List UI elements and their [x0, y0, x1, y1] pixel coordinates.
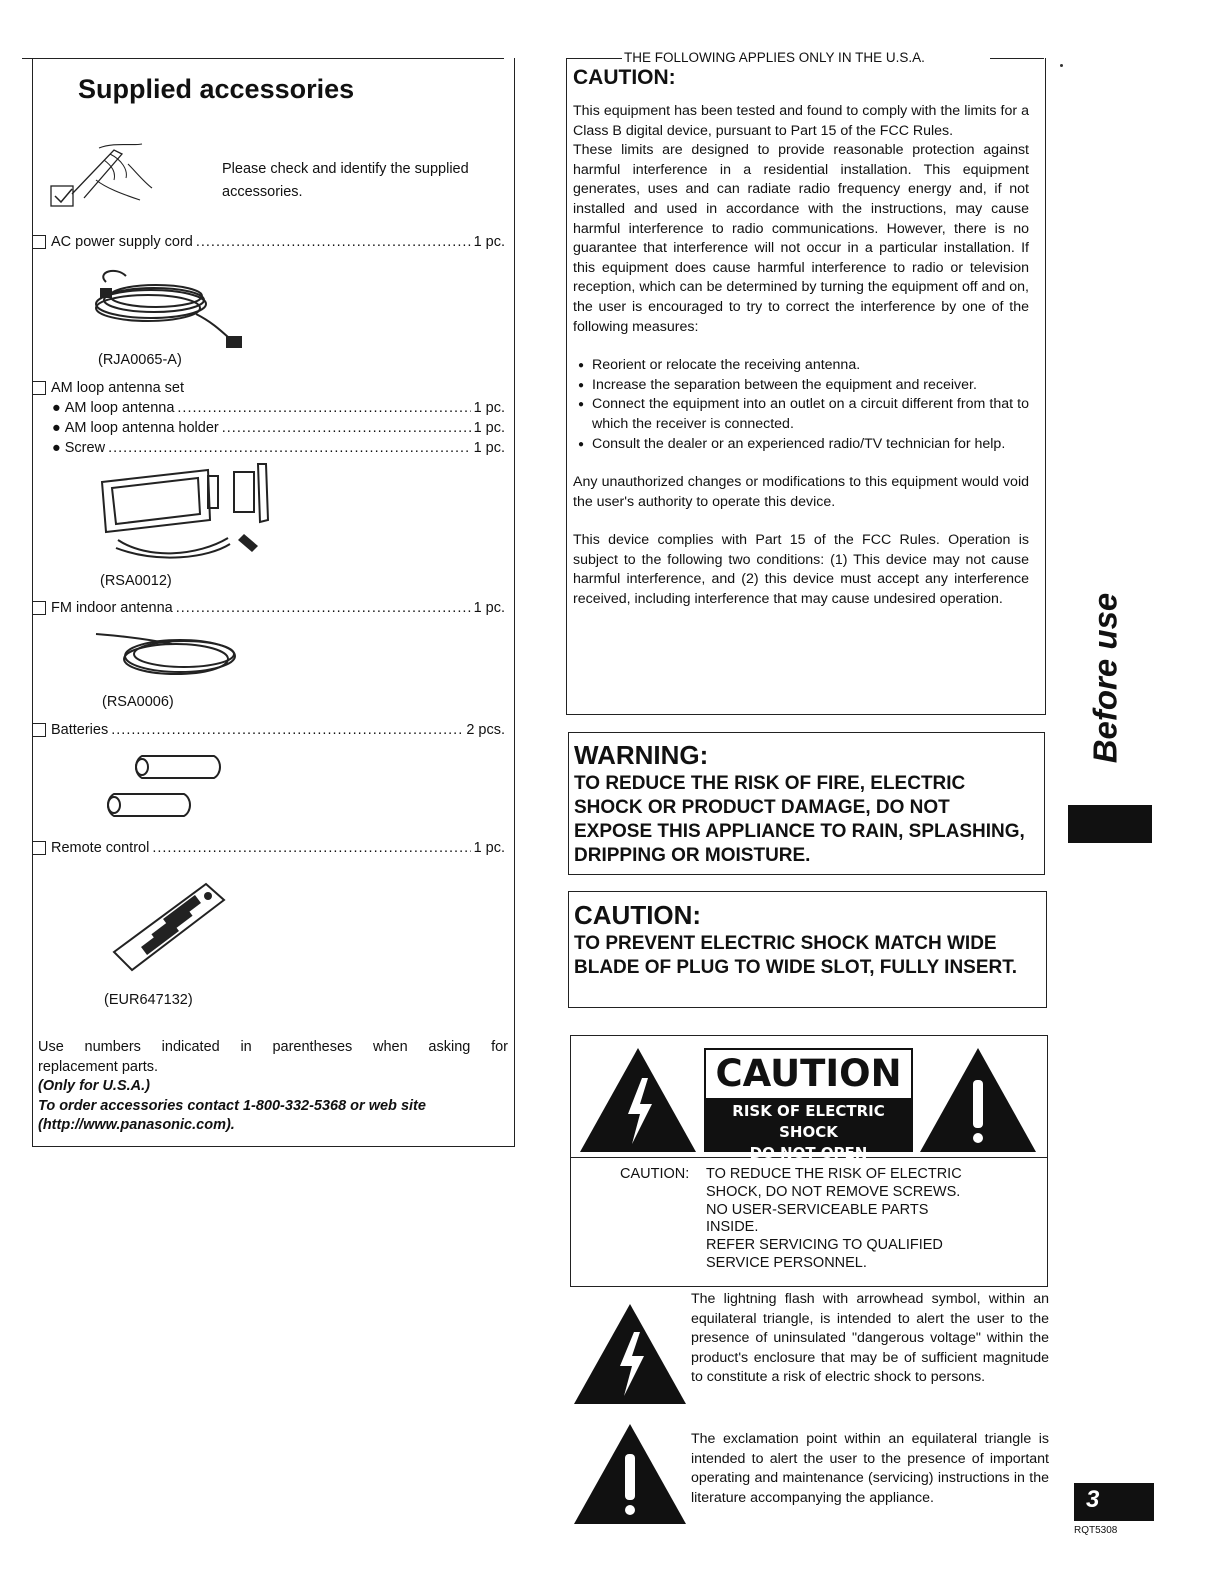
checkbox-icon	[32, 723, 46, 737]
list-item: ● Increase the separation between the equipment and receiver.	[573, 376, 1029, 396]
leader-dots	[196, 234, 471, 250]
fm-antenna-icon	[92, 626, 247, 686]
exclamation-triangle-icon	[572, 1422, 688, 1526]
remote-control-icon	[110, 876, 230, 976]
leader-dots	[177, 400, 470, 416]
lightning-explanation: The lightning flash with arrowhead symbol, within an equilateral triangle, is intended to alert the user to the presence of uninsulated "dangerous voltage" within the product's enclosure that may be of sufficient magnitude to constitute a risk of electric shock to persons.	[691, 1291, 1049, 1386]
text-line: SERVICE PERSONNEL.	[706, 1254, 867, 1271]
page-title: Supplied accessories	[78, 74, 355, 104]
am-loop-antenna-icon	[98, 460, 283, 565]
list-item: ● Consult the dealer or an experienced radio/TV technician for help.	[573, 435, 1029, 455]
bullet-icon: ●	[52, 440, 61, 456]
paragraph: These limits are designed to provide reasonable protection against harmful interference in a residential installation. This equipment generates, uses and can radiate radio frequency energy and, if not installed and used in accordance with the instructions, may cause harmful interference to radio communications. However, there is no guarantee that interference will not occur in a particular installation. If this equipment does cause harmful interference to radio or television reception, which can be determined by turning the equipment off and on, the user is encouraged to try to correct the interference by one of the following measures:	[573, 142, 1029, 335]
sign-line: RISK OF ELECTRIC SHOCK	[732, 1102, 885, 1141]
sub-item-name: AM loop antenna	[64, 400, 175, 416]
paragraph: Any unauthorized changes or modifications to this equipment would void the user's authority to operate this device.	[573, 474, 1029, 510]
checkbox-icon	[32, 841, 46, 855]
fcc-text	[573, 102, 1029, 610]
section-tab-label	[1080, 588, 1130, 768]
fcc-heading: CAUTION:	[573, 66, 676, 89]
item-name: AM loop antenna set	[51, 380, 185, 396]
leader-dots	[111, 722, 463, 738]
speck	[1060, 64, 1063, 67]
sub-item	[52, 400, 505, 416]
check-instruction: Please check and identify the supplied accessories.	[222, 161, 469, 200]
checking-hand-illustration	[44, 142, 159, 217]
section-tab	[1068, 805, 1152, 843]
paragraph: This equipment has been tested and found to comply with the limits for a Class B digital device, pursuant to Part 15 of the FCC Rules.	[573, 103, 1029, 139]
text-line: INSIDE.	[706, 1219, 759, 1236]
usa-banner: THE FOLLOWING APPLIES ONLY IN THE U.S.A.	[624, 50, 925, 65]
item-qty: 1 pc.	[473, 600, 505, 616]
bullet-icon: ●	[52, 400, 61, 416]
document-code: RQT5308	[1074, 1525, 1118, 1536]
footer-line: replacement parts.	[38, 1058, 159, 1075]
item-name: Batteries	[51, 722, 109, 738]
leader-dots	[176, 600, 471, 616]
bullet-icon: ●	[52, 420, 61, 436]
checkbox-icon	[32, 601, 46, 615]
batteries-icon	[102, 752, 232, 827]
checkbox-icon	[32, 235, 46, 249]
item-qty: 1 pc.	[473, 234, 505, 250]
exclamation-triangle-icon	[918, 1046, 1038, 1154]
lightning-triangle-icon	[572, 1302, 688, 1406]
list-item	[32, 840, 505, 856]
warning-text: TO REDUCE THE RISK OF FIRE, ELECTRIC SHOCK OR PRODUCT DAMAGE, DO NOT EXPOSE THIS APPLIANCE TO RAIN, SPLASHING, DRIPPING OR MOISTURE.	[574, 773, 1025, 866]
warning-heading: WARNING:	[574, 740, 709, 770]
paragraph: This device complies with Part 15 of the FCC Rules. Operation is subject to the following two conditions: (1) This device may not cause harmful interference, and (2) this device must accept any interference received, including interference that may cause undesired operation.	[573, 532, 1029, 608]
list-item	[32, 234, 505, 250]
text-line: NO USER-SERVICEABLE PARTS	[706, 1201, 929, 1218]
caution-label-text	[706, 1166, 1006, 1273]
usa-note: (Only for U.S.A.)	[38, 1078, 150, 1094]
sub-item-name: AM loop antenna holder	[64, 420, 219, 436]
text-line: TO REDUCE THE RISK OF ELECTRIC	[706, 1166, 962, 1182]
sub-item	[52, 440, 505, 456]
banner-rule	[566, 58, 622, 59]
text-line: REFER SERVICING TO QUALIFIED	[706, 1237, 943, 1254]
item-qty: 1 pc.	[473, 840, 505, 856]
measures-list	[573, 356, 1029, 454]
sign-title: CAUTION	[706, 1050, 911, 1098]
caution-text: TO PREVENT ELECTRIC SHOCK MATCH WIDE BLADE OF PLUG TO WIDE SLOT, FULLY INSERT.	[574, 933, 1018, 978]
leader-dots	[152, 840, 470, 856]
caution-label: CAUTION:	[620, 1166, 690, 1182]
item-name: FM indoor antenna	[51, 600, 173, 616]
sub-item-qty: 1 pc.	[473, 400, 505, 416]
exclamation-explanation: The exclamation point within an equilateral triangle is intended to alert the user to the presence of important operating and maintenance (servicing) instructions in the literature accompanying the appliance.	[691, 1431, 1049, 1506]
section-name: Before use	[1086, 592, 1124, 764]
sub-item-name: Screw	[64, 440, 106, 456]
sign-subtitle	[704, 1101, 913, 1164]
part-number: (RJA0065-A)	[98, 352, 182, 368]
accessories-footer	[38, 1038, 508, 1136]
order-note: To order accessories contact 1-800-332-5368 or web site (http://www.panasonic.com).	[38, 1097, 426, 1133]
sub-item	[52, 420, 505, 436]
item-name: AC power supply cord	[51, 234, 193, 250]
list-item	[32, 600, 505, 616]
banner-rule	[990, 58, 1044, 59]
part-number: (RSA0006)	[102, 694, 174, 710]
power-cord-icon	[86, 262, 251, 354]
list-item: ● Reorient or relocate the receiving antenna.	[573, 356, 1029, 376]
sub-item-qty: 1 pc.	[473, 420, 505, 436]
checkbox-icon	[32, 381, 46, 395]
lightning-triangle-icon	[578, 1046, 698, 1154]
text-line: SHOCK, DO NOT REMOVE SCREWS.	[706, 1183, 961, 1200]
part-number: (EUR647132)	[104, 992, 193, 1008]
page-number: 3	[1086, 1486, 1100, 1513]
item-name: Remote control	[51, 840, 150, 856]
item-qty: 2 pcs.	[466, 722, 505, 738]
footer-line: Use numbers indicated in parentheses when asking for	[38, 1039, 508, 1055]
caution-heading: CAUTION:	[574, 900, 702, 930]
sign-line: DO NOT OPEN	[749, 1144, 868, 1162]
list-item	[32, 722, 505, 738]
part-number: (RSA0012)	[100, 573, 172, 589]
leader-dots	[222, 420, 471, 436]
sub-item-qty: 1 pc.	[473, 440, 505, 456]
list-item	[32, 380, 505, 396]
list-item: ● Connect the equipment into an outlet on a circuit different from that to which the receiver is connected.	[573, 395, 1029, 434]
leader-dots	[108, 440, 471, 456]
